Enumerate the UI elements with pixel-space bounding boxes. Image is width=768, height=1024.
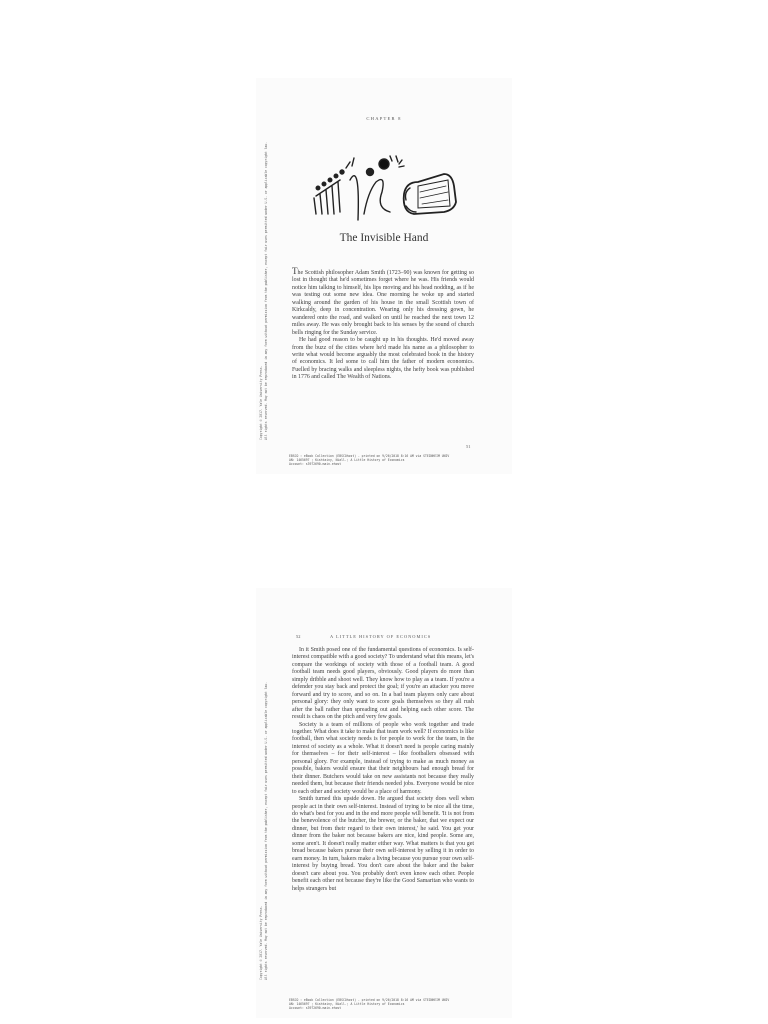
copyright-line-1: Copyright © 2017. Yale University Press. bbox=[259, 365, 263, 440]
book-page-51 bbox=[256, 78, 512, 474]
body-text bbox=[292, 268, 474, 382]
copyright-line-2: All rights reserved. May not be reproduced in any form without permission from the publisher, except fair uses permitted under U.S. or applicable copyright law. bbox=[264, 141, 268, 440]
paragraph-text: he Scottish philosopher Adam Smith (1723–90) was known for getting so lost in thought that he'd sometimes forget where he was. His friends would notice him talking to himself, his lips moving and his head nodding, as if he was testing out some new idea. One morning he woke up and started walking around the garden of his house in the small Scottish town of Kirkcaldy, deep in concentration. Wearing only his dressing gown, he wandered onto the road, and walked on until he reached the next town 12 miles away. He was only brought back to his senses by the sound of church bells ringing for the Sunday service. bbox=[292, 270, 474, 336]
ebsco-footer bbox=[289, 998, 489, 1011]
copyright-notice bbox=[258, 78, 268, 474]
paragraph: In it Smith posed one of the fundamental questions of economics. Is self-interest compatible with a good society? To understand what this means, let's compare the workings of society with those of a football team. A good football team needs good players, obviously. Good players do more than simply dribble and shoot well. They know how to play as a team. If you're a defender you stay back and protect the goal; if you're an attacker you move forward and try to score, and so on. In a bad team players only care about personal glory: they only want to score goals themselves so they all rush after the ball rather than spreading out and helping each other score. The result is chaos on the pitch and very few goals. bbox=[292, 647, 474, 721]
copyright-line-1: Copyright © 2017. Yale University Press. bbox=[259, 905, 263, 980]
paragraph: Society is a team of millions of people who work together and trade together. What does it take to make that team work well? If economics is like football, then what society needs is for people to work for the team, in the interest of society as a whole. What it doesn't need is people caring mainly for themselves – for their self-interest – like footballers obsessed with personal glory. For example, instead of trying to make as much money as possible, bakers would ensure that their neighbours had enough bread for their dinner. Butchers would take on new assistants not because they really needed them, but because their friends needed jobs. Everyone would be nice to each other and society would be a place of harmony. bbox=[292, 721, 474, 795]
footer-line: EBSCO : eBook Collection (EBSCOhost) - printed on 9/26/2018 8:16 AM via STEINHEIM UNIV bbox=[289, 998, 450, 1002]
drop-cap: T bbox=[292, 266, 298, 276]
running-head-title: A LITTLE HISTORY OF ECONOMICS bbox=[330, 634, 432, 639]
paragraph: Smith turned this upside down. He argued that society does well when people act in their own self-interest. Instead of trying to be nice all the time, do what's best for you and in the end more people will benefit. 'It is not from the benevolence of the butcher, the brewer, or the baker, that we expect our dinner, but from their regard to their own interest,' he said. You get your dinner from the baker not because bakers are nice, kind people. Some are, some aren't. It doesn't really matter either way. What matters is that you get bread because bakers pursue their own self-interest by selling it in order to earn money. In turn, bakers make a living because you pursue your own self-interest by buying bread. You don't care about the baker and the baker doesn't care about you. You probably don't even know each other. People benefit each other not because they're like the Good Samaritan who wants to helps strangers but bbox=[292, 796, 474, 892]
footer-line: AN: 1465697 ; Kishtainy, Niall.; A Little History of Economics bbox=[289, 1002, 405, 1007]
paragraph bbox=[292, 268, 474, 337]
chapter-illustration bbox=[306, 152, 466, 222]
book-page-52 bbox=[256, 588, 512, 1018]
ebsco-footer bbox=[289, 454, 489, 467]
copyright-notice bbox=[258, 588, 268, 1018]
chapter-label: CHAPTER 8 bbox=[366, 116, 402, 121]
footer-line: AN: 1465697 ; Kishtainy, Niall.; A Little History of Economics bbox=[289, 458, 405, 463]
footer-line: EBSCO : eBook Collection (EBSCOhost) - printed on 9/26/2018 8:16 AM via STEINHEIM UNIV bbox=[289, 454, 450, 458]
running-head-page-number: 52 bbox=[296, 634, 301, 639]
chapter-title: The Invisible Hand bbox=[339, 232, 429, 244]
running-head bbox=[292, 634, 474, 642]
paragraph: He had good reason to be caught up in his thoughts. He'd moved away from the buzz of the cities where he'd made his name as a philosopher to write what would become arguably the most celebrated book in the history of economics. It led some to call him the father of modern economics. Fuelled by bracing walks and sleepless nights, the hefty book was published in 1776 and called The Wealth of Nations. bbox=[292, 337, 474, 381]
footer-line: Account: s3972690.main.ehost bbox=[289, 462, 342, 467]
body-text bbox=[292, 647, 474, 893]
footer-line: Account: s3972690.main.ehost bbox=[289, 1006, 342, 1011]
copyright-line-2: All rights reserved. May not be reproduced in any form without permission from the publisher, except fair uses permitted under U.S. or applicable copyright law. bbox=[264, 681, 268, 980]
page-number: 51 bbox=[466, 444, 471, 449]
